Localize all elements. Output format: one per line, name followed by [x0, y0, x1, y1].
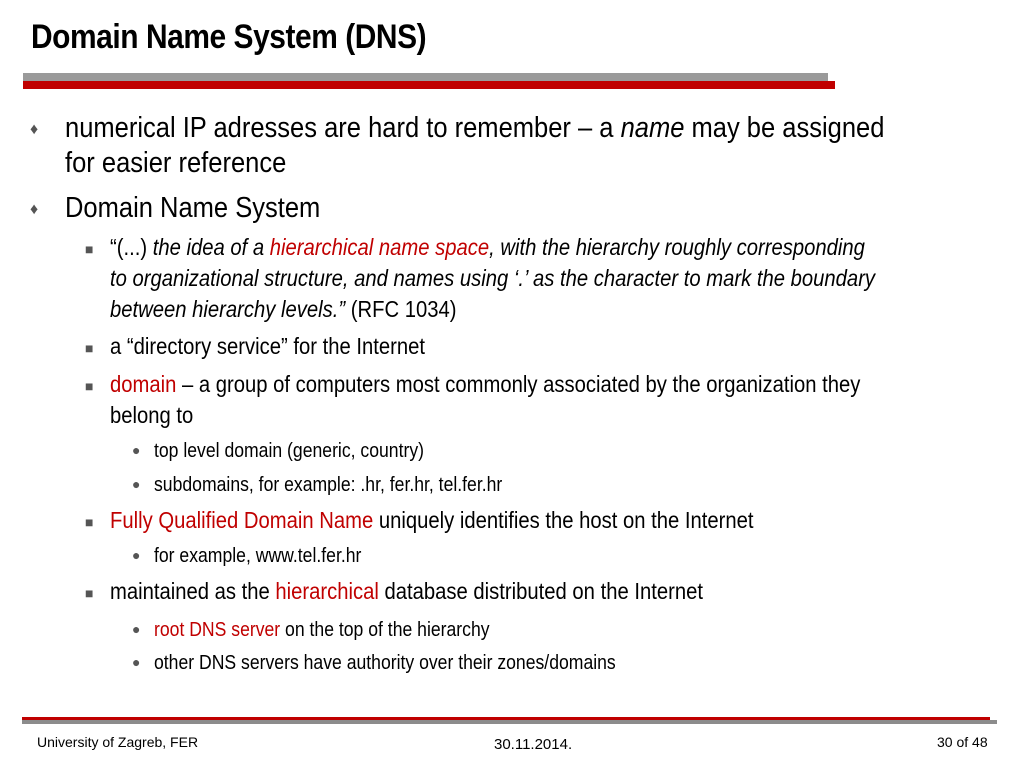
dot-bullet-icon: ● — [132, 621, 141, 637]
bullet-ip-names-line2: for easier reference — [65, 147, 287, 179]
footer-rule-gray — [22, 720, 997, 724]
title-underline-gray — [23, 73, 828, 81]
bullet-domain-line2: belong to — [110, 402, 194, 428]
quote-line1: “(...) the idea of a hierarchical name space, with the hierarchy roughly corresponding — [110, 234, 865, 260]
square-bullet-icon: ■ — [85, 514, 94, 530]
dot-bullet-icon: ● — [132, 476, 141, 492]
dot-bullet-icon: ● — [132, 654, 141, 670]
square-bullet-icon: ■ — [85, 585, 94, 601]
title-underline-red — [23, 81, 835, 89]
sub-other-dns-servers: other DNS servers have authority over their zones/domains — [154, 652, 616, 674]
bullet-dns: Domain Name System — [65, 192, 321, 224]
footer-page-number: 30 of 48 — [937, 734, 988, 750]
footer-institution: University of Zagreb, FER — [37, 734, 199, 750]
quote-line2: to organizational structure, and names using ‘.’ as the character to mark the boundary — [110, 265, 876, 291]
bullet-ip-names-line1: numerical IP adresses are hard to remember – a name may be assigned — [65, 112, 885, 144]
bullet-directory-service: a “directory service” for the Internet — [110, 333, 425, 359]
bullet-maintained: maintained as the hierarchical database distributed on the Internet — [110, 578, 703, 604]
slide-title: Domain Name System (DNS) — [31, 18, 427, 56]
quote-line3: between hierarchy levels.” (RFC 1034) — [110, 296, 457, 322]
sub-subdomains: subdomains, for example: .hr, fer.hr, tel.fer.hr — [154, 474, 503, 496]
sub-top-level-domain: top level domain (generic, country) — [154, 440, 425, 462]
dot-bullet-icon: ● — [132, 442, 141, 458]
diamond-bullet-icon: ♦ — [30, 121, 39, 138]
square-bullet-icon: ■ — [85, 340, 94, 356]
square-bullet-icon: ■ — [85, 378, 94, 394]
dot-bullet-icon: ● — [132, 547, 141, 563]
bullet-fqdn: Fully Qualified Domain Name uniquely identifies the host on the Internet — [110, 507, 754, 533]
footer-date: 30.11.2014. — [494, 736, 573, 753]
square-bullet-icon: ■ — [85, 241, 94, 257]
bullet-domain-line1: domain – a group of computers most commonly associated by the organization they — [110, 371, 861, 397]
sub-fqdn-example: for example, www.tel.fer.hr — [154, 545, 362, 567]
diamond-bullet-icon: ♦ — [30, 201, 39, 218]
sub-root-dns-server: root DNS server on the top of the hierarchy — [154, 619, 490, 641]
